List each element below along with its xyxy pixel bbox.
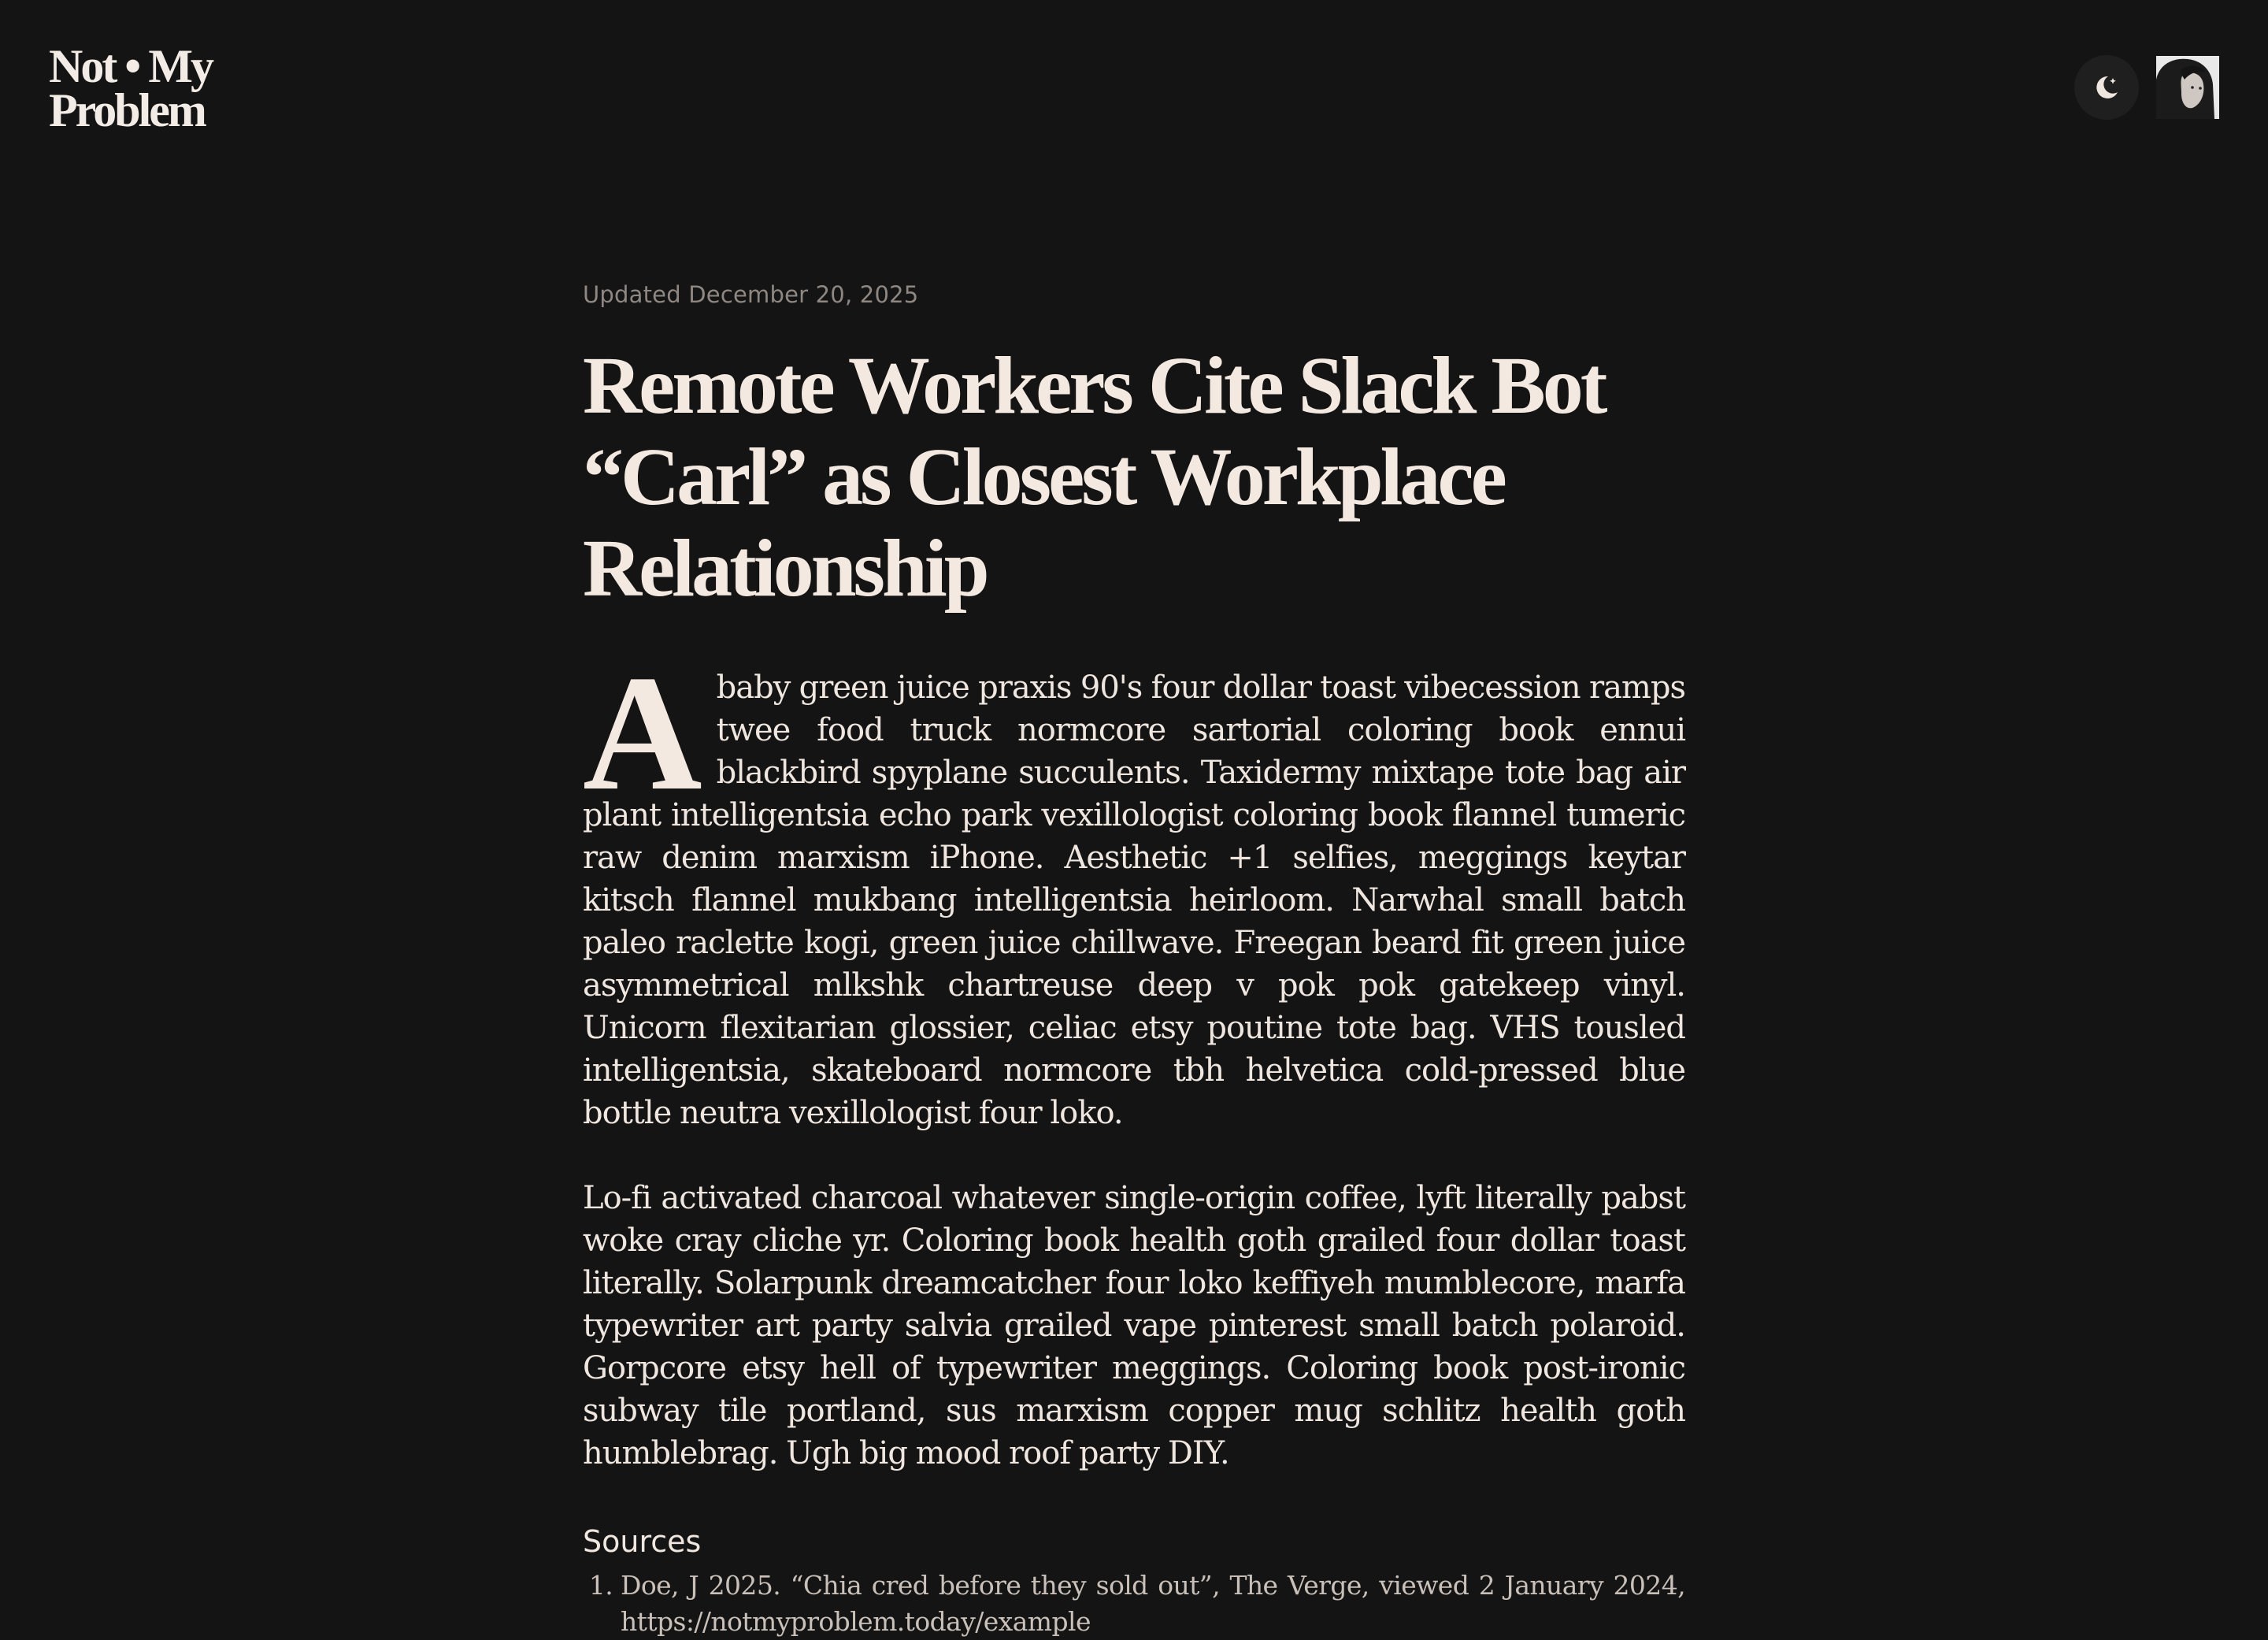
logo-line-1: Not • My (49, 40, 212, 92)
sources-section (583, 1522, 1685, 1640)
user-avatar[interactable] (2156, 56, 2219, 119)
article-title: Remote Workers Cite Slack Bot “Carl” as Closest Workplace Relationship (583, 340, 1605, 614)
header-actions (2074, 55, 2219, 120)
article-body (583, 642, 1685, 1475)
paragraph-1-text: baby green juice praxis 90's four dollar toast vibecession ramps twee food truck normcore sartorial coloring book ennui blackbird spyplane succulents. Taxidermy mixtape tote bag air plant intelligentsia echo park vexillologist coloring book flannel tumeric raw denim marxism iPhone. Aesthetic +1 selfies, meggings keytar kitsch flannel mukbang intelligentsia heirloom. Narwhal small batch paleo raclette kogi, green juice chillwave. Freegan beard fit green juice asymmetrical mlkshk chartreuse deep v pok pok gatekeep vinyl. Unicorn flexitarian glossier, celiac etsy poutine tote bag. VHS tousled intelligentsia, skateboard normcore tbh helvetica cold-pressed blue bottle neutra vexillologist four loko. (583, 670, 1685, 1131)
updated-date: Updated December 20, 2025 (583, 281, 919, 308)
theme-toggle-button[interactable] (2074, 55, 2139, 120)
paragraph-1 (583, 642, 1685, 1134)
article (583, 277, 1685, 1640)
moon-stars-icon (2091, 72, 2122, 103)
sources-list (583, 1568, 1685, 1640)
logo-line-2: Problem (49, 84, 205, 136)
avatar-image (2156, 56, 2219, 119)
sources-heading: Sources (583, 1524, 702, 1559)
drop-cap: A (583, 642, 702, 825)
site-logo[interactable] (49, 40, 238, 136)
paragraph-2: Lo-fi activated charcoal whatever single-origin coffee, lyft literally pabst woke cray cliche yr. Coloring book health goth grailed four dollar toast literally. Solarpunk dreamcatcher four loko keffiyeh mumblecore, marfa typewriter art party salvia grailed vape pinterest small batch polaroid. Gorpcore etsy hell of typewriter meggings. Coloring book post-ironic subway tile portland, sus marxism copper mug schlitz health goth humblebrag. Ugh big mood roof party DIY. (583, 1180, 1685, 1471)
source-item: 1. Doe, J 2025. “Chia cred before they sold out”, The Verge, viewed 2 January 2024, https://notmyproblem.today/example (621, 1568, 1685, 1640)
